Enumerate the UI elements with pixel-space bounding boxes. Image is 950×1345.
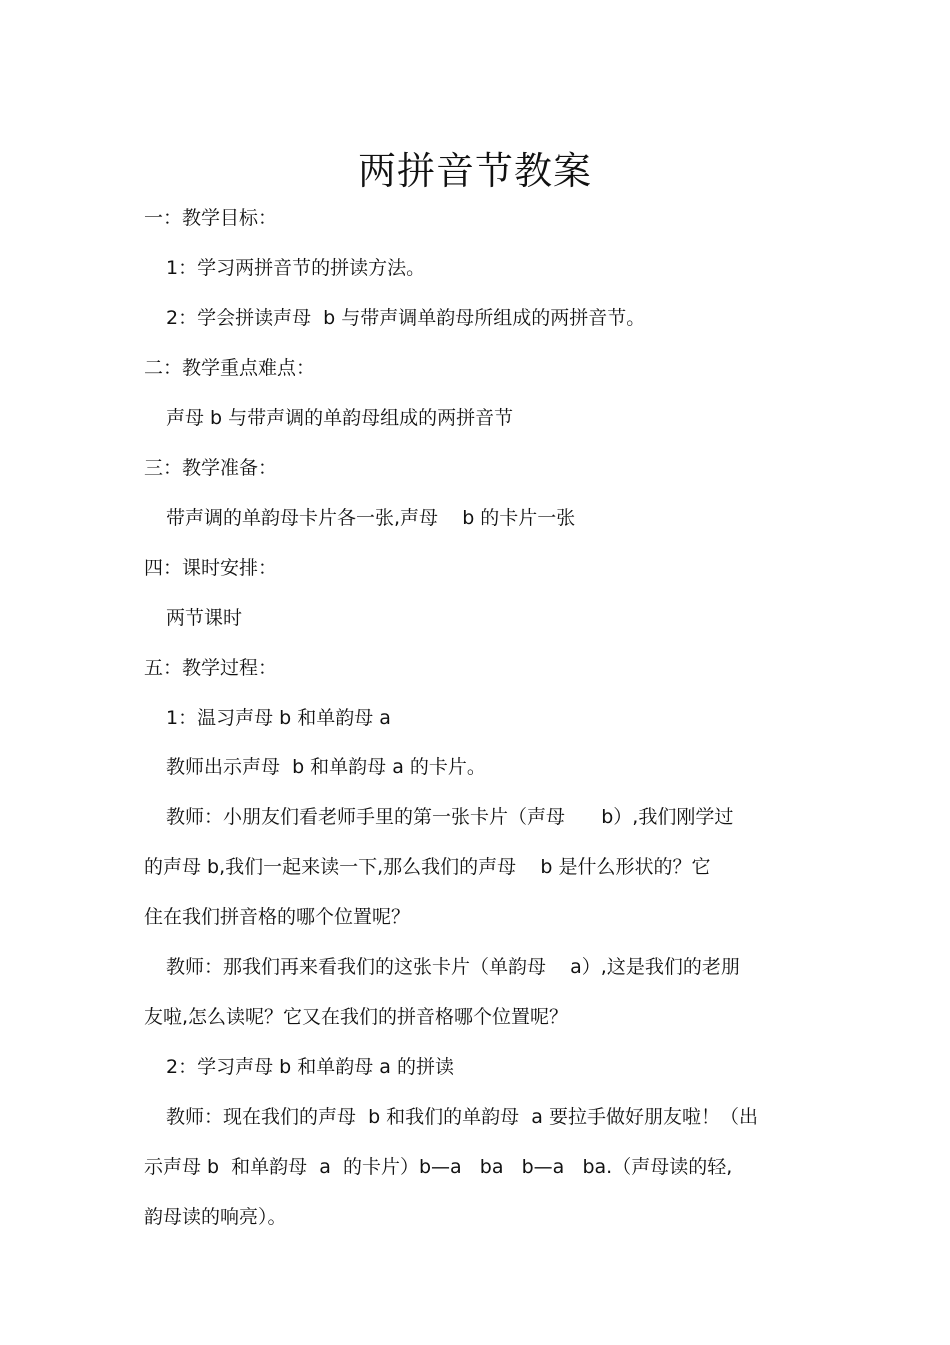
paragraph-line: 声母 b 与带声调的单韵母组成的两拼音节 xyxy=(166,407,514,429)
paragraph-line: 两节课时 xyxy=(166,607,243,629)
paragraph-line: 2：学习声母 b 和单韵母 a 的拼读 xyxy=(166,1056,454,1078)
paragraph-line: 教师：那我们再来看我们的这张卡片（单韵母 a）,这是我们的老朋 xyxy=(166,956,740,978)
paragraph-line: 1：学习两拼音节的拼读方法。 xyxy=(166,257,426,279)
paragraph-line: 带声调的单韵母卡片各一张,声母 b 的卡片一张 xyxy=(166,507,576,529)
paragraph-line: 教师：现在我们的声母 b 和我们的单韵母 a 要拉手做好朋友啦！（出 xyxy=(166,1106,758,1128)
paragraph-line: 住在我们拼音格的哪个位置呢？ xyxy=(144,906,411,928)
paragraph-line: 教师：小朋友们看老师手里的第一张卡片（声母 b）,我们刚学过 xyxy=(166,806,734,828)
paragraph-line: 示声母 b 和单韵母 a 的卡片）b—a ba b—a ba.（声母读的轻, xyxy=(144,1156,733,1178)
paragraph-line: 韵母读的响亮）。 xyxy=(144,1206,287,1228)
paragraph-line: 教师出示声母 b 和单韵母 a 的卡片。 xyxy=(166,756,486,778)
section-heading-schedule: 四：课时安排： xyxy=(144,557,278,579)
section-heading-key-points: 二：教学重点难点： xyxy=(144,357,316,379)
paragraph-line: 1：温习声母 b 和单韵母 a xyxy=(166,707,391,729)
paragraph-line: 2：学会拼读声母 b 与带声调单韵母所组成的两拼音节。 xyxy=(166,307,646,329)
section-heading-preparation: 三：教学准备： xyxy=(144,457,278,479)
section-heading-process: 五：教学过程： xyxy=(144,657,278,679)
document-title: 两拼音节教案 xyxy=(357,149,592,193)
paragraph-line: 友啦,怎么读呢？它又在我们的拼音格哪个位置呢？ xyxy=(144,1006,569,1028)
paragraph-line: 的声母 b,我们一起来读一下,那么我们的声母 b 是什么形状的？它 xyxy=(144,856,711,878)
section-heading-goals: 一：教学目标： xyxy=(144,207,278,229)
